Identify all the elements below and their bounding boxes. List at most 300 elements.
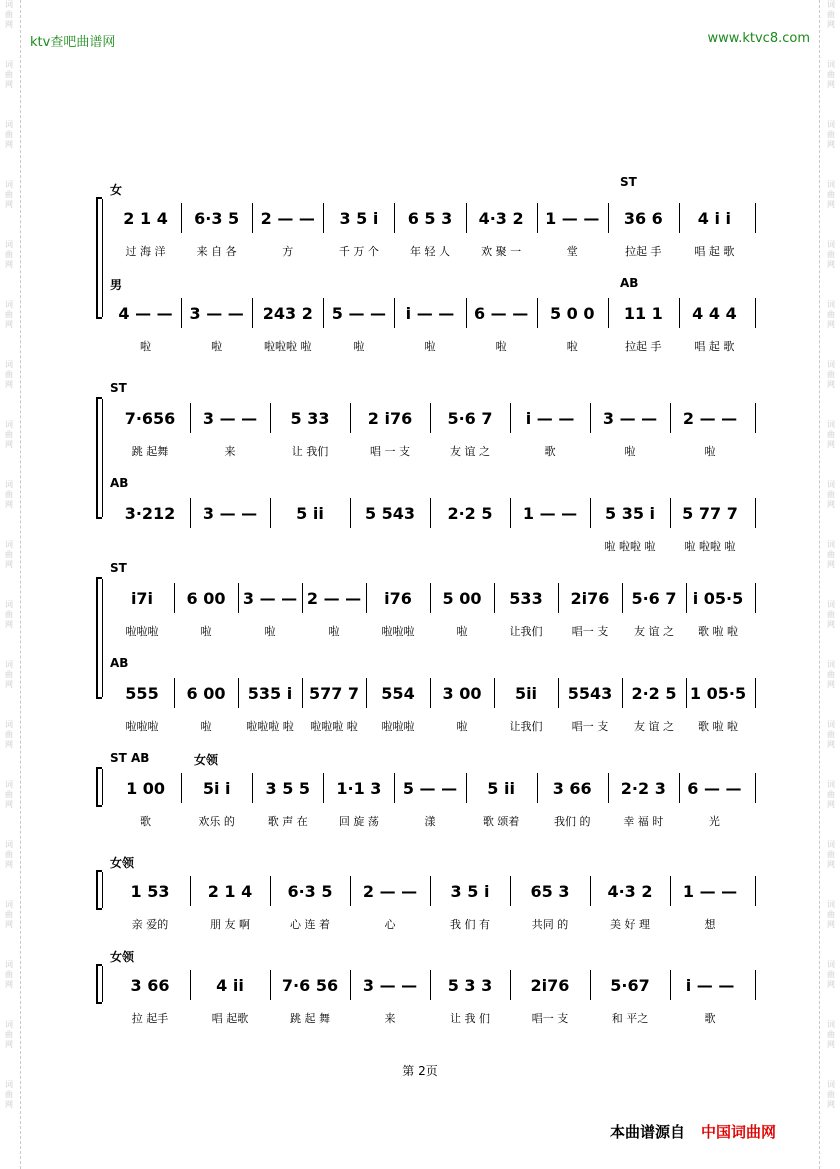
watermark-char: 词: [5, 1020, 13, 1029]
lyric-measure: [590, 443, 670, 459]
watermark-char: 网: [5, 200, 13, 209]
lyric-text: 啦: [624, 445, 636, 458]
source-label: 本曲谱源自: [610, 1123, 686, 1141]
watermark-char: 曲: [5, 430, 13, 439]
measure: [510, 403, 590, 433]
measure: [670, 876, 750, 906]
measure: [558, 678, 622, 708]
measure-notes: 3 00: [442, 683, 482, 703]
lyric-measure: [323, 813, 394, 829]
lyric-text: 歌 啦 啦: [698, 720, 738, 733]
lyric-text: 心 连 着: [290, 918, 330, 931]
lyric-measure: [670, 443, 750, 459]
lyric-measure: [110, 623, 174, 639]
watermark-char: 词: [5, 720, 13, 729]
measure-notes: i76: [384, 588, 412, 608]
bar-line: [190, 876, 191, 906]
watermark-char: 曲: [5, 970, 13, 979]
measure-notes: i — —: [405, 303, 455, 323]
watermark-char: 网: [5, 500, 13, 509]
lyric-measure: [190, 916, 270, 932]
watermark-char: 曲: [827, 970, 835, 979]
measure-notes: 5 — —: [402, 778, 458, 798]
lyric-measure: [190, 443, 270, 459]
lyric-text: 啦: [704, 445, 716, 458]
header-site-url[interactable]: www.ktvc8.com: [707, 31, 810, 46]
watermark-char: 词: [827, 660, 835, 669]
lyric-measure: [252, 813, 323, 829]
measure: [430, 876, 510, 906]
voice-label: 男: [110, 278, 123, 292]
lyric-measure: [510, 538, 590, 554]
measure: [537, 773, 608, 803]
measure-notes: i7i: [130, 588, 154, 608]
lyric-measure: [590, 538, 670, 554]
voice-label: ST AB: [110, 751, 150, 765]
measure: [110, 970, 190, 1000]
lyric-text: 美 好 理: [610, 918, 650, 931]
measure: [110, 498, 190, 528]
lyric-text: 唱一 支: [571, 720, 609, 733]
measure-notes: 1 — —: [522, 503, 578, 523]
measure-notes: 7·656: [124, 408, 176, 428]
measure: [302, 583, 366, 613]
watermark-char: 词: [5, 0, 13, 9]
watermark-char: 词: [5, 300, 13, 309]
lyric-measure: [350, 916, 430, 932]
bar-line: [350, 498, 351, 528]
lyric-measure: [494, 623, 558, 639]
measure-notes: 533: [509, 588, 543, 608]
watermark-char: 词: [5, 480, 13, 489]
watermark-char: 曲: [827, 310, 835, 319]
watermark-char: 曲: [827, 670, 835, 679]
lyric-measure: [110, 338, 181, 354]
lyric-text: 亲 爱的: [131, 918, 169, 931]
measure: [350, 403, 430, 433]
lyric-row: [110, 243, 756, 259]
measure-notes: 6 00: [186, 588, 226, 608]
measure: [110, 203, 181, 233]
watermark-char: 网: [5, 1100, 13, 1109]
measure: [670, 403, 750, 433]
lyric-text: 唱 起歌: [211, 1012, 249, 1025]
watermark-char: 曲: [827, 1030, 835, 1039]
measure: [430, 403, 510, 433]
lyric-text: 来: [224, 445, 236, 458]
measure-notes: 2 1 4: [207, 881, 253, 901]
lyric-text: 啦: [200, 625, 212, 638]
watermark-char: 网: [5, 860, 13, 869]
lyric-measure: [510, 443, 590, 459]
bar-line: [174, 583, 175, 613]
measure: [238, 583, 302, 613]
notation-row: [110, 583, 756, 613]
lyric-measure: [110, 538, 190, 554]
lyric-measure: [558, 623, 622, 639]
voice-label: ST: [110, 561, 127, 575]
system-bracket: [96, 767, 102, 807]
measure-notes: 6 00: [186, 683, 226, 703]
notation-row: [110, 403, 756, 433]
lyric-measure: [270, 1010, 350, 1026]
measure-notes: 2·2 3: [620, 778, 666, 798]
right-watermark-column: [824, 0, 838, 1169]
measure-notes: 3 66: [130, 975, 170, 995]
lyric-measure: [670, 1010, 750, 1026]
watermark-char: 网: [5, 560, 13, 569]
lyric-row: [110, 538, 756, 554]
lyric-row: [110, 338, 756, 354]
lyric-text: 啦 啦啦 啦: [684, 540, 736, 553]
watermark-char: 词: [827, 60, 835, 69]
watermark-char: 曲: [5, 850, 13, 859]
measure-notes: 3 — —: [362, 975, 418, 995]
lyric-text: 歌: [704, 1012, 716, 1025]
lyric-text: 啦啦啦: [125, 625, 159, 638]
measure-notes: 5i i: [202, 778, 231, 798]
bar-line: [510, 403, 511, 433]
measure: [608, 773, 679, 803]
measure: [323, 773, 394, 803]
lyric-text: 漾: [424, 815, 436, 828]
end-bar-line: [755, 773, 756, 803]
watermark-char: 网: [827, 680, 835, 689]
lyric-measure: [430, 718, 494, 734]
lyric-text: 让我们: [509, 720, 543, 733]
lyric-text: 歌: [544, 445, 556, 458]
watermark-char: 网: [5, 440, 13, 449]
measure-notes: 555: [125, 683, 159, 703]
bar-line: [394, 298, 395, 328]
watermark-char: 曲: [827, 850, 835, 859]
measure-notes: 3 66: [552, 778, 592, 798]
lyric-measure: [394, 813, 465, 829]
part-label: ST: [620, 175, 637, 189]
measure-notes: 3·212: [124, 503, 176, 523]
watermark-char: 网: [827, 320, 835, 329]
watermark-char: 词: [5, 420, 13, 429]
lyric-text: 啦: [456, 625, 468, 638]
measure-notes: 1 05·5: [689, 683, 747, 703]
lyric-measure: [270, 916, 350, 932]
measure: [590, 498, 670, 528]
lyric-text: 唱 起 歌: [694, 245, 735, 258]
lyric-row: [110, 443, 756, 459]
measure: [394, 203, 465, 233]
bar-line: [590, 970, 591, 1000]
bar-line: [323, 773, 324, 803]
measure: [174, 678, 238, 708]
measure: [110, 298, 181, 328]
bar-line: [679, 298, 680, 328]
measure: [466, 773, 537, 803]
measure: [686, 583, 750, 613]
lyric-measure: [466, 243, 537, 259]
lyric-text: 光: [708, 815, 720, 828]
lyric-text: 啦: [424, 340, 436, 353]
watermark-char: 词: [5, 540, 13, 549]
lyric-measure: [174, 718, 238, 734]
lyric-measure: [270, 443, 350, 459]
lyric-text: 啦: [264, 625, 276, 638]
measure-notes: 5 33: [290, 408, 330, 428]
watermark-char: 曲: [827, 610, 835, 619]
measure-notes: 1 00: [126, 778, 166, 798]
measure: [302, 678, 366, 708]
measure: [622, 678, 686, 708]
measure-notes: 4·3 2: [478, 208, 524, 228]
end-bar-line: [755, 876, 756, 906]
lyric-text: 歌 颂着: [482, 815, 520, 828]
measure: [110, 773, 181, 803]
measure: [494, 678, 558, 708]
watermark-char: 词: [5, 840, 13, 849]
measure-notes: 36 6: [623, 208, 663, 228]
bar-line: [430, 498, 431, 528]
lyric-row: [110, 718, 756, 734]
measure: [510, 876, 590, 906]
bar-line: [252, 203, 253, 233]
watermark-char: 曲: [5, 310, 13, 319]
watermark-char: 曲: [827, 490, 835, 499]
watermark-char: 网: [827, 560, 835, 569]
watermark-char: 词: [827, 720, 835, 729]
watermark-char: 词: [5, 1080, 13, 1089]
lyric-text: 唱 起 歌: [694, 340, 735, 353]
watermark-char: 网: [827, 980, 835, 989]
lyric-text: 啦: [200, 720, 212, 733]
lyric-text: 啦: [140, 340, 152, 353]
watermark-char: 词: [827, 180, 835, 189]
measure-notes: 5 ii: [487, 778, 515, 798]
watermark-char: 曲: [827, 550, 835, 559]
lyric-text: 回 旋 荡: [338, 815, 379, 828]
right-dashed-line: [819, 0, 820, 1169]
measure-notes: 2 — —: [260, 208, 315, 228]
lyric-text: 让 我 们: [450, 1012, 490, 1025]
lyric-text: 啦: [353, 340, 365, 353]
watermark-char: 曲: [827, 250, 835, 259]
lyric-text: 啦: [211, 340, 223, 353]
watermark-char: 词: [5, 240, 13, 249]
measure: [394, 773, 465, 803]
lyric-text: 啦: [328, 625, 340, 638]
notation-row: [110, 203, 756, 233]
lyric-measure: [110, 916, 190, 932]
measure-notes: 2 — —: [682, 408, 738, 428]
bar-line: [608, 773, 609, 803]
lyric-measure: [190, 538, 270, 554]
lyric-row: [110, 1010, 756, 1026]
lyric-measure: [608, 243, 679, 259]
measure-notes: 6 — —: [687, 778, 742, 798]
measure: [181, 298, 252, 328]
measure: [608, 298, 679, 328]
bar-line: [181, 203, 182, 233]
measure-notes: 2i76: [530, 975, 570, 995]
lyric-text: 过 海 洋: [125, 245, 166, 258]
lyric-text: 心: [384, 918, 396, 931]
watermark-char: 网: [827, 500, 835, 509]
lyric-measure: [181, 813, 252, 829]
end-bar-line: [755, 498, 756, 528]
measure: [679, 298, 750, 328]
bar-line: [686, 678, 687, 708]
watermark-char: 曲: [5, 1030, 13, 1039]
measure: [366, 678, 430, 708]
measure-notes: 5ii: [514, 683, 538, 703]
bar-line: [590, 498, 591, 528]
bar-line: [238, 583, 239, 613]
bar-line: [366, 583, 367, 613]
page-number: 第 2页: [402, 1064, 438, 1078]
lyric-measure: [430, 623, 494, 639]
watermark-char: 网: [5, 620, 13, 629]
watermark-char: 网: [5, 980, 13, 989]
watermark-char: 曲: [5, 910, 13, 919]
bar-line: [302, 583, 303, 613]
bar-line: [394, 203, 395, 233]
watermark-char: 词: [5, 600, 13, 609]
measure-notes: 5 ii: [296, 503, 324, 523]
lyric-measure: [366, 623, 430, 639]
bar-line: [466, 298, 467, 328]
measure: [181, 773, 252, 803]
watermark-char: 网: [827, 920, 835, 929]
lyric-measure: [679, 813, 750, 829]
bar-line: [270, 498, 271, 528]
watermark-char: 曲: [5, 670, 13, 679]
lyric-measure: [238, 623, 302, 639]
watermark-char: 词: [5, 660, 13, 669]
lyric-text: 啦啦啦 啦: [310, 720, 358, 733]
bar-line: [394, 773, 395, 803]
watermark-char: 词: [827, 840, 835, 849]
watermark-char: 词: [5, 120, 13, 129]
watermark-char: 网: [827, 1040, 835, 1049]
lyric-measure: [537, 243, 608, 259]
watermark-char: 网: [827, 260, 835, 269]
bar-line: [558, 583, 559, 613]
watermark-char: 曲: [5, 250, 13, 259]
watermark-char: 词: [5, 960, 13, 969]
measure: [679, 203, 750, 233]
watermark-char: 词: [827, 540, 835, 549]
lyric-row: [110, 623, 756, 639]
bar-line: [190, 403, 191, 433]
lyric-measure: [466, 813, 537, 829]
watermark-char: 词: [827, 300, 835, 309]
measure-notes: 243 2: [262, 303, 313, 323]
lyric-measure: [110, 443, 190, 459]
lyric-measure: [190, 1010, 270, 1026]
lyric-measure: [366, 718, 430, 734]
watermark-char: 网: [5, 1040, 13, 1049]
watermark-char: 网: [827, 1100, 835, 1109]
lyric-measure: [670, 916, 750, 932]
bar-line: [510, 876, 511, 906]
measure-notes: 577 7: [308, 683, 360, 703]
watermark-char: 词: [827, 360, 835, 369]
measure: [590, 876, 670, 906]
lyric-text: 拉 起手: [131, 1012, 169, 1025]
end-bar-line: [755, 298, 756, 328]
measure-notes: 5·6 7: [631, 588, 677, 608]
lyric-text: 欢乐 的: [198, 815, 235, 828]
lyric-text: 年 轻 人: [409, 245, 450, 258]
bar-line: [181, 773, 182, 803]
watermark-char: 网: [827, 20, 835, 29]
measure-notes: 3 — —: [602, 408, 658, 428]
watermark-char: 词: [5, 780, 13, 789]
lyric-measure: [394, 243, 465, 259]
watermark-char: 网: [5, 260, 13, 269]
measure-notes: 535 i: [247, 683, 293, 703]
notation-row: [110, 498, 756, 528]
bar-line: [590, 403, 591, 433]
measure: [466, 203, 537, 233]
watermark-char: 曲: [5, 730, 13, 739]
bar-line: [670, 498, 671, 528]
measure: [270, 876, 350, 906]
system-bracket: [96, 964, 102, 1004]
lyric-measure: [679, 243, 750, 259]
lyric-text: 朋 友 啊: [210, 918, 250, 931]
measure: [238, 678, 302, 708]
notation-row: [110, 970, 756, 1000]
bar-line: [537, 203, 538, 233]
lyric-measure: [537, 813, 608, 829]
lyric-text: 跳 起舞: [131, 445, 169, 458]
watermark-char: 网: [827, 620, 835, 629]
lyric-text: 方: [282, 245, 294, 258]
measure: [366, 583, 430, 613]
lyric-measure: [608, 338, 679, 354]
measure: [190, 970, 270, 1000]
watermark-char: 曲: [827, 910, 835, 919]
watermark-char: 词: [827, 120, 835, 129]
measure-notes: 3 — —: [202, 408, 258, 428]
measure-notes: 4 ii: [216, 975, 244, 995]
lyric-measure: [252, 338, 323, 354]
source-site-link[interactable]: 中国词曲网: [701, 1123, 777, 1141]
watermark-char: 词: [827, 1080, 835, 1089]
measure-notes: 1·1 3: [336, 778, 382, 798]
lyric-measure: [350, 1010, 430, 1026]
measure: [537, 203, 608, 233]
lyric-text: 我们 的: [553, 815, 591, 828]
watermark-char: 曲: [5, 130, 13, 139]
lyric-text: 拉起 手: [625, 245, 662, 258]
lyric-measure: [110, 718, 174, 734]
measure-notes: 4 4 4: [692, 303, 737, 323]
lyric-measure: [686, 718, 750, 734]
watermark-char: 曲: [827, 1090, 835, 1099]
measure: [686, 678, 750, 708]
lyric-measure: [670, 538, 750, 554]
notation-row: [110, 298, 756, 328]
measure-notes: 2·2 5: [631, 683, 677, 703]
lyric-text: 啦啦啦 啦: [264, 340, 312, 353]
header-site-name[interactable]: ktv查吧曲谱网: [30, 35, 116, 50]
watermark-char: 曲: [5, 70, 13, 79]
measure-notes: 4 i i: [697, 208, 732, 228]
bar-line: [686, 583, 687, 613]
bar-line: [670, 403, 671, 433]
bar-line: [466, 773, 467, 803]
lyric-text: 跳 起 舞: [290, 1012, 330, 1025]
